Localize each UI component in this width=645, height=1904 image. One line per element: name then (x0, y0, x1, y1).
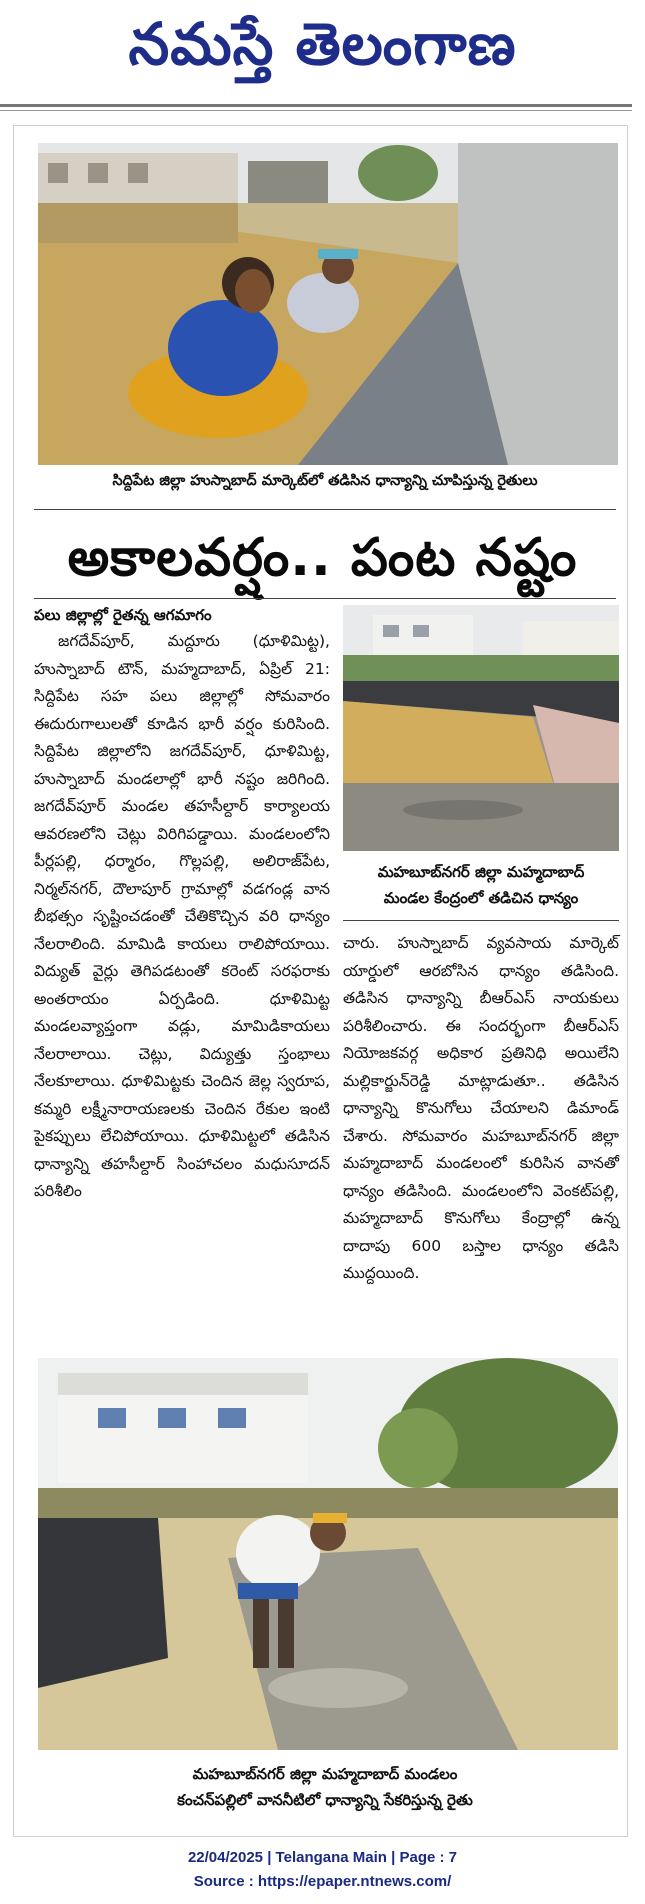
article-column-right: చారు. హుస్నాబాద్ వ్యవసాయ మార్కెట్ యార్డులో ఆరబోసిన ధాన్యం తడిసింది. తడిసిన ధాన్యాన్ని బీఆర్‌ఎస్ నాయకులు పరిశీలించారు. ఈ సందర్భంగా బీఆర్‌ఎస్ నియోజకవర్గ అధికార ప్రతినిధి అయిలేని మల్లికార్జున్‌రెడ్డి మాట్లాడుతూ.. తడిసిన ధాన్యాన్ని కొనుగోలు చేయాలని డిమాండ్ చేశారు. సోమవారం మహబూబ్‌నగర్ జిల్లా మహ్మదాబాద్ మండలంలో కురిసిన వానతో ధాన్యం తడిసింది. మండలంలోని వెంకట్‌పల్లి, మహ్మదాబాద్ కొనుగోలు కేంద్రాల్లో ఉన్న దాదాపు 600 బస్తాల ధాన్యం తడిసి ముద్దయింది. (343, 934, 619, 1282)
masthead-rule-thin (0, 110, 632, 111)
photo-caption-bottom-line1: మహబూబ్‌నగర్ జిల్లా మహ్మదాబాద్ మండలం (192, 1765, 458, 1783)
photo-farmers-showing-wet-grain (38, 143, 618, 465)
headline-divider (34, 598, 616, 599)
photo-farmer-collecting-grain (38, 1358, 618, 1750)
photo-caption-mid-line2: మండల కేంద్రంలో తడిచిన ధాన్యం (383, 889, 579, 907)
masthead (0, 0, 645, 112)
photo-caption-bottom-line2: కంచన్‌పల్లిలో వాననీటిలో ధాన్యాన్ని సేకరిస్తున్న రైతు (177, 1791, 473, 1809)
photo-wet-grain-mahmadabad (343, 605, 619, 851)
footer-source-link[interactable]: Source : https://epaper.ntnews.com/ (193, 1873, 452, 1890)
headline: అకాలవర్షం.. పంట నష్టం (67, 528, 578, 588)
article-column-left: జగదేవ్‌పూర్, మద్దూరు (ధూళిమిట్ట), హుస్నాబాద్ టౌన్, మహ్మదాబాద్, ఏప్రిల్ 21: సిద్దిపేట సహ పలు జిల్లాల్లో సోమవారం ఈదురుగాలులతో కూడిన భారీ వర్షం కురిసింది. సిద్దిపేట జిల్లాలోని జగదేవ్‌పూర్, ధూళిమిట్ట, హుస్నాబాద్ మండలాల్లో భారీ నష్టం జరిగింది. జగదేవ్‌పూర్ మండల తహసీల్దార్ కార్యాలయ ఆవరణలోని చెట్లు విరిగిపడ్డాయి. మండలంలోని పీర్లపల్లి, ధర్మారం, గొల్లపల్లి, అలిరాజ్‌పేట, నిర్మల్‌నగర్, దౌలాపూర్ గ్రామాల్లో వడగండ్ల వాన బీభత్సం సృష్టించడంతో చేతికొచ్చిన వరి ధాన్యం నేలరాలింది. మామిడి కాయలు రాలిపోయాయి. విద్యుత్ వైర్లు తెగిపడటంతో కరెంట్ సరఫరాకు అంతరాయం ఏర్పడింది. ధూళిమిట్ట మండలవ్యాప్తంగా వడ్లు, మామిడికాయలు నేలరాలాయి. చెట్లు, విద్యుత్తు స్తంభాలు నేలకూలాయి. ధూళిమిట్టకు చెందిన జెల్ల స్వరూప, కమ్మరి లక్ష్మీనారాయణలకు చెందిన రేకుల ఇంటి పైకప్పులు లేచిపోయాయి. ధూళిమిట్టలో తడిసిన ధాన్యాన్ని తహసీల్దార్ సింహాచలం మధుసూదన్ పరిశీలిం (34, 632, 330, 1200)
masthead-rule (0, 104, 632, 107)
newspaper-title: నమస్తే తెలంగాణ (128, 10, 517, 78)
footer-edition-info: 22/04/2025 | Telangana Main | Page : 7 (187, 1849, 458, 1866)
photo-caption-mid-line1: మహబూబ్‌నగర్ జిల్లా మహ్మదాబాద్ (377, 863, 585, 881)
caption-divider-mid (343, 920, 619, 921)
photo-caption-top: సిద్దిపేట జిల్లా హుస్నాబాద్ మార్కెట్‌లో తడిసిన ధాన్యాన్ని చూపిస్తున్న రైతులు (112, 473, 538, 489)
subheading: పలు జిల్లాల్లో రైతన్న ఆగమాగం (34, 606, 212, 624)
caption-divider-top (34, 509, 616, 510)
